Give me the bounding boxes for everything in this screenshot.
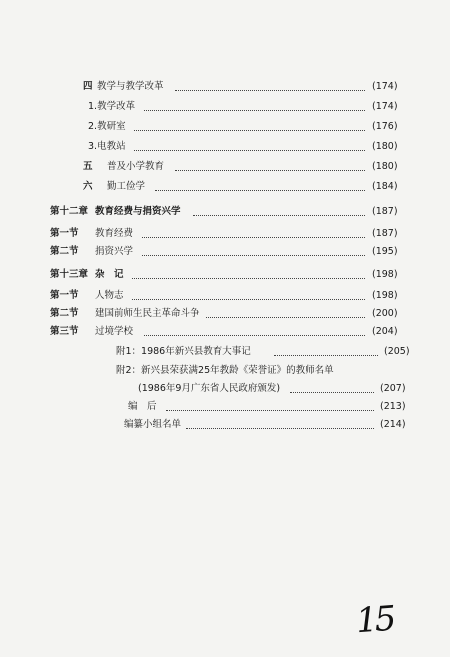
dot-leader (206, 303, 365, 318)
toc-row-title: 2.教研室 (88, 121, 126, 132)
toc-row-page: (198) (372, 290, 398, 301)
dot-leader (193, 201, 365, 216)
toc-row-number: 六 (83, 181, 93, 192)
toc-row-page: (214) (380, 419, 406, 430)
toc-row-number: 第十二章 (50, 206, 89, 217)
toc-row-title: 勤工俭学 (107, 181, 146, 192)
dot-leader (132, 264, 365, 279)
toc-row-page: (174) (372, 101, 398, 112)
toc-row-title: 教学与教学改革 (97, 81, 164, 92)
toc-row-page: (176) (372, 121, 398, 132)
toc-row-page: (184) (372, 181, 398, 192)
dot-leader (134, 136, 365, 151)
toc-row-title: 教育经费与捐资兴学 (95, 206, 181, 217)
toc-row-title: 附2：新兴县荣获满25年教龄《荣誉证》的教师名单 (116, 365, 334, 376)
dot-leader (290, 378, 374, 393)
dot-leader (142, 241, 365, 256)
toc-row-number: 第十三章 (50, 269, 89, 280)
toc-row (50, 268, 408, 282)
dot-leader (155, 176, 365, 191)
toc-row (50, 289, 408, 303)
dot-leader (186, 414, 374, 429)
toc-row-title: 捐资兴学 (95, 246, 134, 257)
toc-row (83, 80, 408, 94)
toc-row-title: 编 后 (128, 401, 157, 412)
dot-leader (134, 116, 365, 131)
toc-row-number: 第二节 (50, 308, 79, 319)
toc-row (50, 227, 408, 241)
toc-row (88, 120, 408, 134)
toc-row-number: 四 (83, 81, 93, 92)
toc-row-page: (213) (380, 401, 406, 412)
toc-row-number: 第一节 (50, 228, 79, 239)
toc-row-page: (187) (372, 206, 398, 217)
toc-row-title: 编纂小组名单 (124, 419, 182, 430)
toc-row-title: 教育经费 (95, 228, 134, 239)
toc-row-number: 第三节 (50, 326, 79, 337)
dot-leader (144, 321, 365, 336)
toc-row-number: 五 (83, 161, 93, 172)
toc-row-title: 杂 记 (95, 269, 124, 280)
toc-row (88, 100, 408, 114)
toc-row-page: (205) (384, 346, 410, 357)
toc-row (50, 205, 408, 219)
toc-row-title: 3.电教站 (88, 141, 126, 152)
dot-leader (132, 285, 365, 300)
toc-row-number: 第一节 (50, 290, 79, 301)
toc-row-page: (187) (372, 228, 398, 239)
toc-row (128, 400, 408, 414)
toc-row-page: (204) (372, 326, 398, 337)
toc-row (83, 160, 408, 174)
toc-row (50, 325, 408, 339)
toc-row-title: 建国前师生民主革命斗争 (95, 308, 200, 319)
toc-row-title: (1986年9月广东省人民政府颁发) (138, 383, 281, 394)
toc-row-page: (180) (372, 161, 398, 172)
toc-row-title: 过境学校 (95, 326, 134, 337)
toc-row (116, 364, 410, 378)
toc-row-page: (207) (380, 383, 406, 394)
toc-row (83, 180, 408, 194)
dot-leader (166, 396, 374, 411)
toc-row (124, 418, 410, 432)
toc-row (116, 345, 410, 359)
toc-row-title: 附1：1986年新兴县教育大事记 (116, 346, 251, 357)
toc-row-page: (195) (372, 246, 398, 257)
toc-row (88, 140, 408, 154)
toc-row-page: (180) (372, 141, 398, 152)
toc-row (50, 245, 408, 259)
toc-row-page: (200) (372, 308, 398, 319)
toc-row (138, 382, 408, 396)
toc-row-page: (198) (372, 269, 398, 280)
toc-row-title: 普及小学教育 (107, 161, 165, 172)
dot-leader (175, 156, 365, 171)
dot-leader (175, 76, 365, 91)
toc-row-title: 人物志 (95, 290, 124, 301)
toc-row-title: 1.教学改革 (88, 101, 136, 112)
dot-leader (274, 341, 378, 356)
toc-row-page: (174) (372, 81, 398, 92)
dot-leader (142, 223, 365, 238)
toc-row-number: 第二节 (50, 246, 79, 257)
handwritten-page-number: 15 (354, 598, 395, 642)
dot-leader (144, 96, 365, 111)
toc-row (50, 307, 408, 321)
